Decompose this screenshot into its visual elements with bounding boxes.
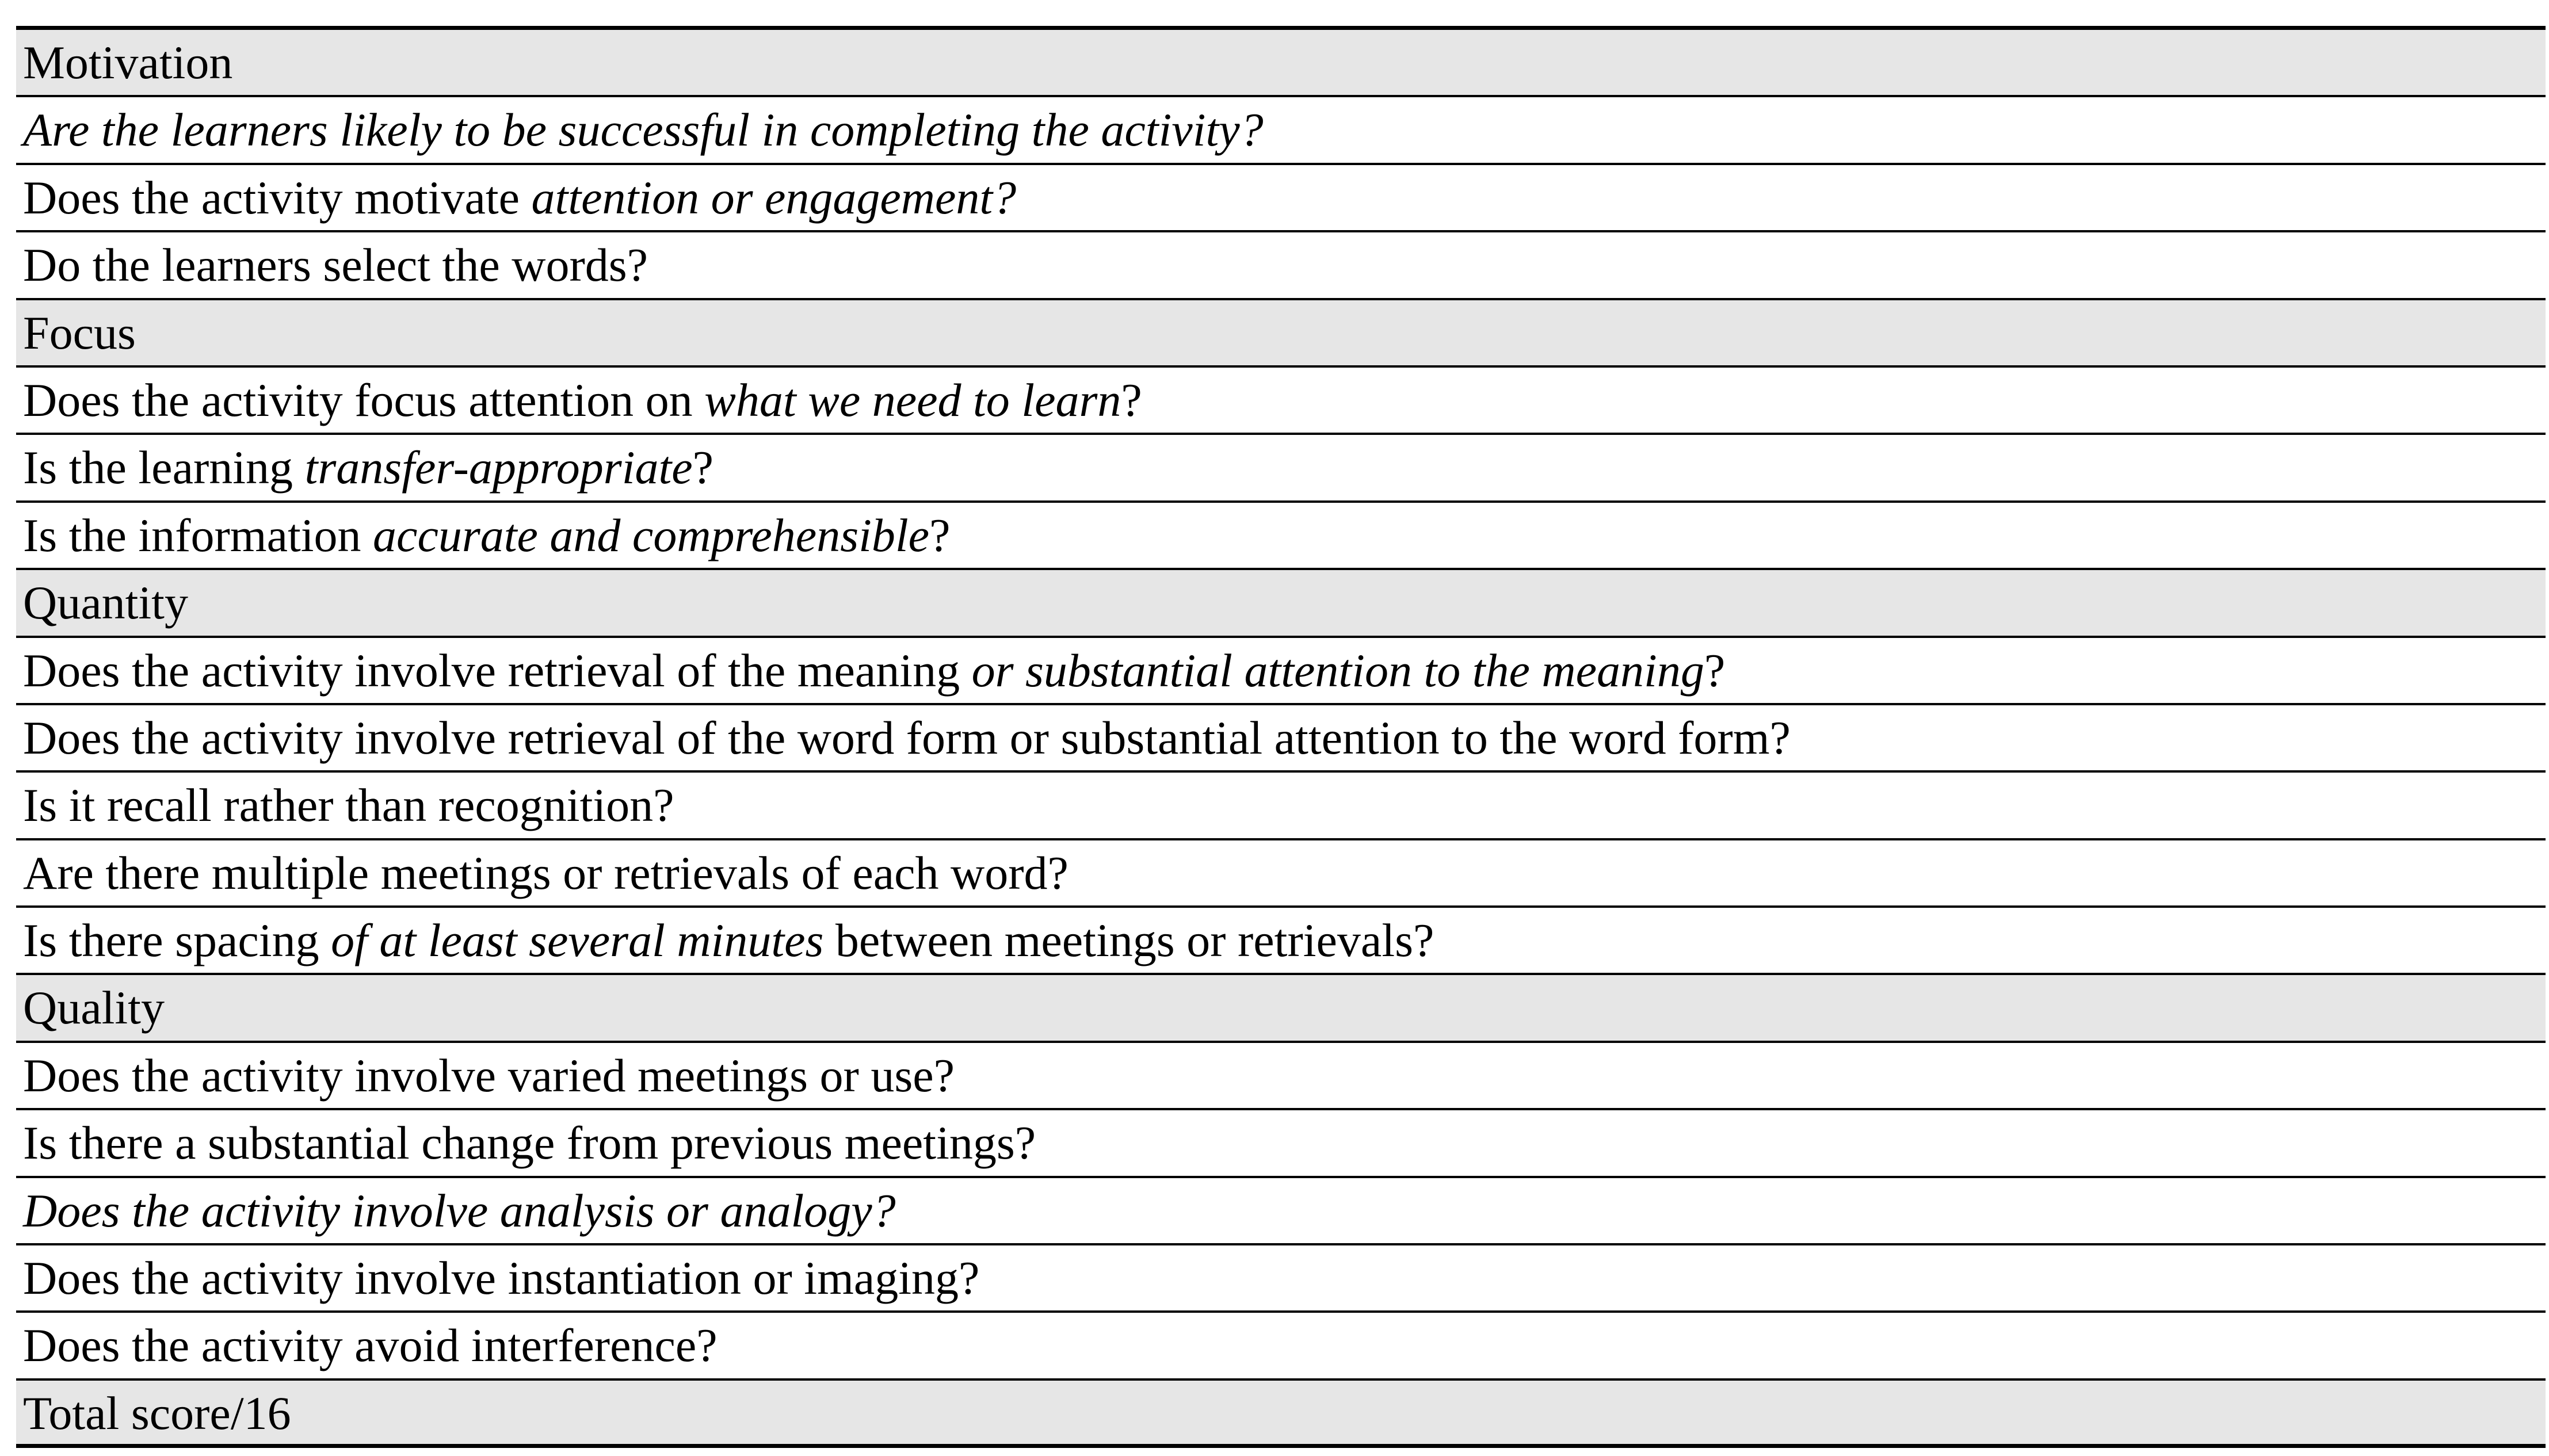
section-header-row (16, 30, 2546, 97)
question-row (16, 638, 2546, 705)
question-text: Does the activity focus attention on (23, 373, 705, 426)
question-row (16, 97, 2546, 165)
question-row (16, 1245, 2546, 1313)
question-text: attention or engagement? (531, 171, 1017, 224)
question-text: Is there spacing (23, 914, 331, 967)
checklist-table (16, 26, 2546, 1448)
section-header-text: Quality (23, 981, 165, 1034)
question-text: Is the learning (23, 441, 305, 494)
question-text: Does the activity avoid interference? (23, 1319, 718, 1372)
question-text: Does the activity involve analysis or analogy? (23, 1184, 896, 1237)
question-text: ? (1704, 644, 1726, 697)
question-text: or substantial attention to the meaning (971, 644, 1704, 697)
question-row (16, 165, 2546, 232)
question-row (16, 232, 2546, 300)
question-row (16, 840, 2546, 908)
section-header-row (16, 300, 2546, 368)
section-header-text: Total score/16 (23, 1386, 291, 1439)
section-header-row (16, 1381, 2546, 1448)
question-row (16, 705, 2546, 773)
section-header-row (16, 975, 2546, 1042)
question-row (16, 773, 2546, 840)
question-row (16, 503, 2546, 570)
question-text: Is the information (23, 509, 373, 561)
question-text: accurate and comprehensible (373, 509, 930, 561)
question-row (16, 1178, 2546, 1245)
question-text: Are the learners likely to be successful in completing the activity? (23, 104, 1264, 156)
question-text: Does the activity involve varied meetings or use? (23, 1049, 955, 1102)
question-text: between meetings or retrievals? (823, 914, 1434, 967)
section-header-text: Motivation (23, 36, 233, 89)
question-text: of at least several minutes (331, 914, 824, 967)
question-row (16, 908, 2546, 975)
question-text: Is it recall rather than recognition? (23, 779, 674, 832)
question-text: Does the activity involve retrieval of the meaning (23, 644, 972, 697)
section-header-text: Quantity (23, 576, 188, 629)
question-text: what we need to learn (704, 373, 1121, 426)
section-header-text: Focus (23, 306, 136, 359)
question-text: Do the learners select the words? (23, 239, 648, 292)
question-text: Does the activity motivate (23, 171, 532, 224)
question-text: ? (692, 441, 714, 494)
question-text: transfer-appropriate (304, 441, 693, 494)
section-header-row (16, 570, 2546, 637)
question-text: Does the activity involve retrieval of the word form or substantial attention to the word form? (23, 711, 1791, 764)
question-row (16, 1110, 2546, 1178)
question-text: ? (1121, 373, 1142, 426)
question-text: Are there multiple meetings or retrievals of each word? (23, 846, 1069, 899)
question-row (16, 368, 2546, 435)
question-text: Is there a substantial change from previous meetings? (23, 1117, 1036, 1170)
question-row (16, 435, 2546, 502)
question-text: Does the activity involve instantiation or imaging? (23, 1252, 980, 1305)
question-text: ? (929, 509, 951, 561)
question-row (16, 1043, 2546, 1110)
question-row (16, 1313, 2546, 1380)
